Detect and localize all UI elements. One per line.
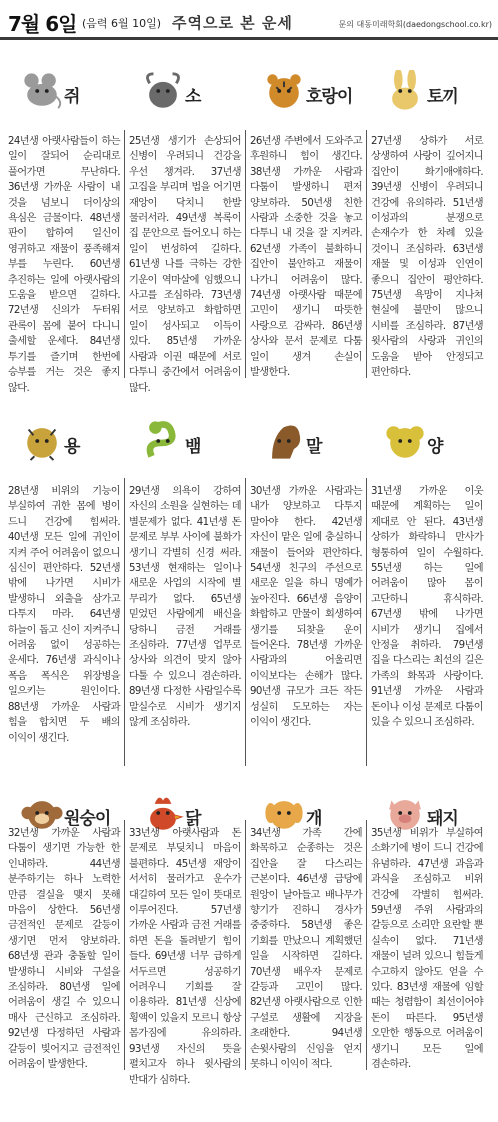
fortune-text: 31년생 가까운 이웃 때문에 계획하는 일이 제대로 안 된다. 43년생 상하가 화락하니 만사가 형통하여 일이 수월하다. 55년생 하는 일에 어려움이 많아 몸이 고단하니 휴식하라. 67년생 밖에 나가면 시비가 생기니 집에서 안정을 취하라. 79년생 집을 다스리는 최선의 길은 가족의 화목과 사랑이다. 91년생 가까운 사람과 돈이나 이성 문제로 다툼이 있을 수 있으니 조심하라. xyxy=(371,486,483,729)
fortune-text: 35년생 비위가 부실하여 소화기에 병이 드니 건강에 유념하라. 47년생 과음과 과식을 조심하고 비위 건강에 각별히 힘써라. 59년생 주위 사람과의 갈등으로 소리만 요란할 뿐 실속이 없다. 71년생 재물이 널려 있으니 힘들게 수고하지 않아도 얻을 수 있다. 83년생 재물에 임할 때는 청렴함이 최선이어야 돈이 따른다. 95년생 오만한 행동으로 어려움이 생기니 모든 일에 겸손하라. xyxy=(371,828,483,1071)
zodiac-name: 쥐 xyxy=(64,87,80,107)
zodiac-heading xyxy=(262,68,353,116)
tiger-icon xyxy=(262,70,306,112)
column-divider xyxy=(124,130,125,378)
zodiac-name: 돼지 xyxy=(427,809,458,829)
fortune-text: 25년생 생기가 손상되어 신병이 우려되니 건강을 우선 챙겨라. 37년생 고집을 부리며 법을 어기면 재앙이 닥치니 한발 물러서라. 49년생 복록이 집 문안으로 들어오니 하는 일이 번성하여 길하다. 61년생 나를 극하는 강한 기운이 역마살에 임했으니 사고를 조심하라. 73년생 서로 양보하고 화합하면 일이 성사되고 이득이 있다. 85년생 가까운 사람과 이권 때문에 서로 다투니 중간에서 어려움이 많다. xyxy=(129,136,241,394)
zodiac-name: 용 xyxy=(64,437,80,457)
column-divider xyxy=(366,820,367,1070)
column-divider xyxy=(124,478,125,766)
sheep-icon xyxy=(383,420,427,462)
zodiac-name: 양 xyxy=(427,437,443,457)
zodiac-name: 뱀 xyxy=(185,437,201,457)
date-title: 7월 6일 xyxy=(8,12,77,36)
zodiac-name: 토끼 xyxy=(427,87,458,107)
column-divider xyxy=(124,820,125,1070)
fortune-text: 30년생 가까운 사람과는 내가 양보하고 다투지 말아야 한다. 42년생 자신이 맡은 일에 충실하니 재물이 들어와 편안하다. 54년생 친구의 주선으로 새로운 일을 하니 명예가 높아진다. 66년생 음양이 화합하고 만물이 회생하여 생기를 되찾을 운이 들어온다. 78년생 가까운 사람과의 어울리면 이익보다는 손해가 많다. 90년생 규모가 크든 작든 성실히 도모하는 자는 이익이 생긴다. xyxy=(250,486,362,729)
horse-icon xyxy=(262,420,306,462)
fortune-text: 33년생 아랫사람과 돈 문제로 부딪치니 마음이 불편하다. 45년생 재앙이 서서히 물러가고 운수가 대길하여 모든 일이 뜻대로 이루어진다. 57년생 가까운 사람과 금전 거래를 하면 돈을 돌려받기 힘이 들다. 69년생 너무 급하게 서두르면 성공하기 어려우니 기회를 잘 이용하라. 81년생 신상에 횡액이 있을지 모르니 항상 몸가짐에 유의하라. 93년생 자신의 뜻을 펼치고자 하나 윗사람의 반대가 심하다. xyxy=(129,828,241,1086)
zodiac-name: 말 xyxy=(306,437,322,457)
fortune-text: 27년생 상하가 서로 상생하여 사랑이 깊어지니 집안이 화기애애하다. 39년생 신병이 우려되니 건강에 유의하라. 51년생 이성과의 분쟁으로 손재수가 한 차례 있을 것이니 조심하라. 63년생 재물 및 이성과 인연이 좋으니 집안이 평안하다. 75년생 욕망이 지나쳐 현실에 불만이 많으니 시비를 조심하라. 87년생 윗사람의 사랑과 귀인의 도움을 받아 안정되고 편안하다. xyxy=(371,136,483,379)
zodiac-heading xyxy=(262,418,350,466)
rat-icon xyxy=(20,70,64,112)
zodiac-heading xyxy=(20,418,108,466)
fortune-text: 26년생 주변에서 도와주고 후원하니 힘이 생긴다. 38년생 가까운 사람과 다툼이 발생하니 편저 양보하라. 50년생 친한 사람과 소중한 것을 놓고 다투니 내 것을 잘 지켜라. 62년생 가족이 불화하니 집안이 불안하고 재물이 나가니 어려움이 많다. 74년생 아랫사람 때문에 고민이 생기니 따뜻한 사랑으로 감싸라. 86년생 상사와 문서 문제로 다툼 일이 생겨 손실이 발생한다. xyxy=(250,136,362,379)
zodiac-heading xyxy=(383,68,471,116)
fortune-text: 28년생 비위의 기능이 부실하여 귀한 몸에 병이 드니 건강에 힘써라. 40년생 모든 일에 귀인이 지켜 주어 어려움이 없으니 심신이 편안하다. 52년생 밖에 나가면 시비가 발생하니 외출을 삼가고 다투지 마라. 64년생 하늘이 돕고 신이 지켜주니 어려움 없이 성공하는 운세다. 76년생 과식이나 폭음 폭식은 위장병을 일으키는 원인이다. 88년생 가까운 사람과 힘을 합치면 두 배의 이익이 생긴다. xyxy=(8,486,120,744)
ox-icon xyxy=(141,70,185,112)
zodiac-heading xyxy=(383,418,471,466)
zodiac-name: 원숭이 xyxy=(64,809,111,829)
dragon-icon xyxy=(20,420,64,462)
zodiac-heading xyxy=(141,418,229,466)
zodiac-heading xyxy=(20,68,108,116)
contact-info: 문의 대동미래학회(daedongschool.co.kr) xyxy=(338,20,492,29)
page-title: 주역으로 본 운세 xyxy=(172,14,293,32)
zodiac-name: 닭 xyxy=(185,809,201,829)
column-divider xyxy=(245,820,246,1070)
fortune-text: 29년생 의욕이 강하여 자신의 소원을 실현하는 데 별문제가 없다. 41년생 돈 문제로 부부 사이에 불화가 생기니 각별히 신경 써라. 53년생 현재하는 일이나 새로운 사업의 시작에 별 무리가 없다. 65년생 믿었던 사람에게 배신을 당하니 금전 거래를 조심하라. 77년생 업무로 상사와 의견이 맞지 않아 다툴 수 있으니 겸손하라. 89년생 다정한 사람일수록 말실수로 시비가 생기지 않게 조심하라. xyxy=(129,486,241,729)
fortune-text: 24년생 아랫사람들이 하는 일이 잘되어 순리대로 풀어가면 무난하다. 36년생 가까운 사람이 내 것을 넘보니 더이상의 욕심은 금물이다. 48년생 판이 합하여 일신이 영귀하고 재물이 풍족해져 부를 누린다. 60년생 추진하는 일에 아랫사람의 도움을 받으면 길하다. 72년생 신의가 두터워 관록이 몸에 붙어 다니니 출세할 운세다. 84년생 투기를 즐기며 한번에 승부를 거는 것은 좋지 않다. xyxy=(8,136,120,394)
lunar-date: (음력 6월 10일) xyxy=(82,17,162,30)
column-divider xyxy=(366,478,367,766)
zodiac-name: 호랑이 xyxy=(306,87,353,107)
zodiac-heading xyxy=(141,68,229,116)
column-divider xyxy=(366,130,367,378)
zodiac-name: 개 xyxy=(306,809,322,829)
snake-icon xyxy=(141,420,185,462)
zodiac-name: 소 xyxy=(185,87,201,107)
column-divider xyxy=(245,130,246,378)
fortune-text: 32년생 가까운 사람과 다툼이 생기면 가능한 한 인내하라. 44년생 분주하기는 하나 노력한 만큼 결실을 맺지 못해 마음이 상한다. 56년생 금전적인 문제로 갈등이 생기면 먼저 양보하라. 68년생 관과 충돌할 일이 발생하니 시비와 구설을 조심하라. 80년생 일에 어려움이 생길 수 있으니 매사 근신하고 조심하라. 92년생 다정하던 사람과 갈등이 빚어지고 금전적인 어려움이 발생한다. xyxy=(8,828,120,1071)
fortune-text: 34년생 가족 간에 화목하고 순종하는 것은 집안을 잘 다스리는 근본이다. 46년생 급당에 원앙이 날아들고 배나무가 향기가 진하니 경사가 중중하다. 58년생 좋은 기회를 만났으니 계획했던 일을 시작하면 길하다. 70년생 배우자 문제로 갈등과 고민이 많다. 82년생 아랫사람으로 인한 구설로 생활에 지장을 초래한다. 94년생 손윗사람의 신임을 얻지 못하니 이익이 적다. xyxy=(250,828,362,1071)
rabbit-icon xyxy=(383,70,427,112)
page-header xyxy=(0,0,498,40)
column-divider xyxy=(245,478,246,766)
